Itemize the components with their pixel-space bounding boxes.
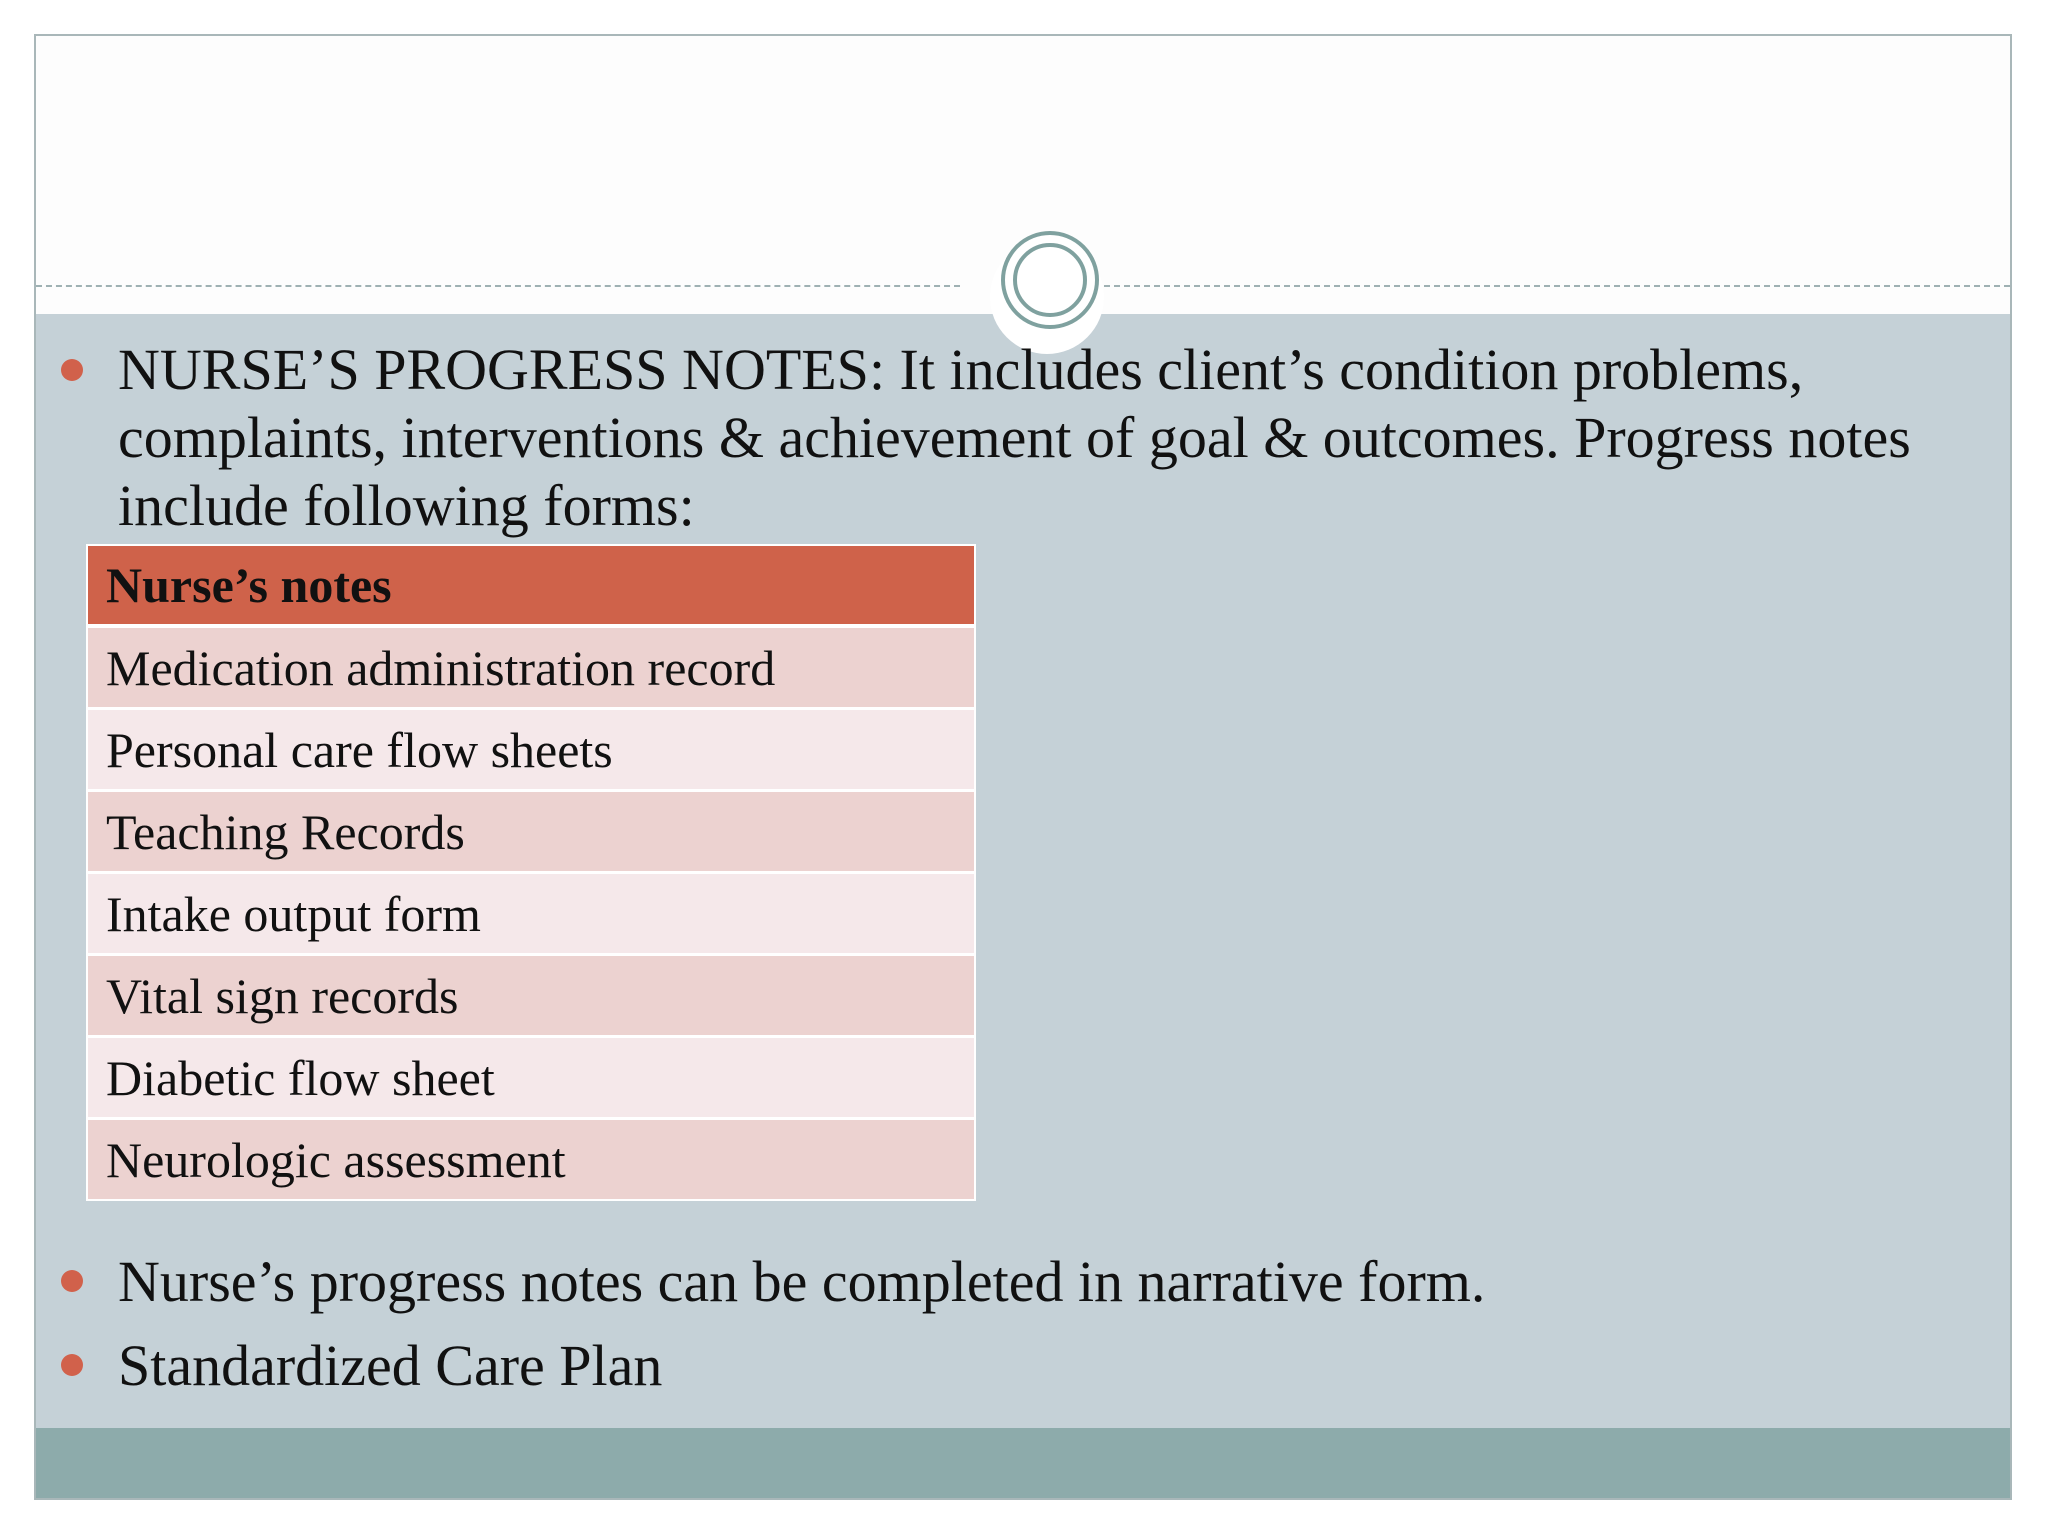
bullet-text: Nurse’s progress notes can be completed in narrative form. — [118, 1249, 1486, 1314]
divider-line-right — [1094, 285, 2010, 287]
forms-table — [86, 544, 976, 1201]
table-row: Vital sign records — [88, 956, 974, 1038]
table-row: Teaching Records — [88, 792, 974, 874]
table-row: Neurologic assessment — [88, 1120, 974, 1199]
bullet-text: Standardized Care Plan — [118, 1333, 663, 1398]
table-row: Personal care flow sheets — [88, 710, 974, 792]
table-row: Diabetic flow sheet — [88, 1038, 974, 1120]
bullet-text: NURSE’S PROGRESS NOTES: It includes client’s condition problems, complaints, interventions & achievement of goal & outcomes. Progress notes include following forms: — [118, 337, 1911, 538]
bullet-dot-icon — [61, 1354, 83, 1376]
table-header: Nurse’s notes — [88, 546, 974, 628]
table-row: Medication administration record — [88, 628, 974, 710]
footer-bar — [36, 1428, 2010, 1500]
divider-line-left — [36, 285, 960, 287]
bullet-dot-icon — [61, 1270, 83, 1292]
table-row: Intake output form — [88, 874, 974, 956]
circle-ornament-inner-icon — [1013, 243, 1087, 317]
bullet-dot-icon — [61, 359, 83, 381]
slide — [34, 34, 2012, 1500]
